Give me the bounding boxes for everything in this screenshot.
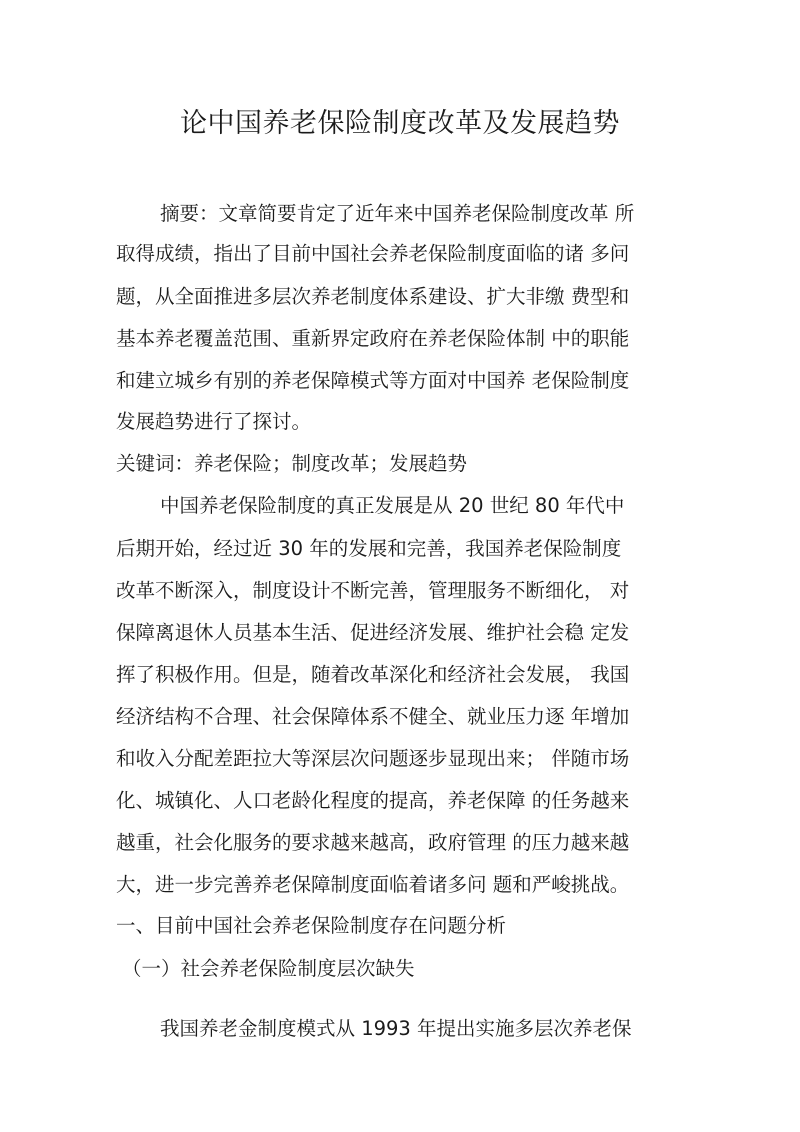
abstract-line: 摘要：文章简要肯定了近年来中国养老保险制度改革 所 — [160, 202, 635, 225]
paragraph-line: 改革不断深入，制度设计不断完善，管理服务不断细化， 对 — [116, 579, 630, 602]
paragraph-line: 大，进一步完善养老保障制度面临着诸多问 题和严峻挑战。 — [116, 873, 630, 896]
document-title: 论中国养老保险制度改革及发展趋势 — [180, 108, 620, 139]
abstract-line: 发展趋势进行了探讨。 — [116, 410, 312, 433]
abstract-line: 基本养老覆盖范围、重新界定政府在养老保险体制 中的职能 — [116, 327, 630, 350]
paragraph-line: 越重，社会化服务的要求越来越高，政府管理 的压力越来越 — [116, 831, 630, 854]
keywords: 关键词：养老保险；制度改革；发展趋势 — [116, 452, 468, 475]
abstract-line: 题，从全面推进多层次养老制度体系建设、扩大非缴 费型和 — [116, 285, 630, 308]
section-heading: 一、目前中国社会养老保险制度存在问题分析 — [116, 914, 507, 937]
paragraph-line: 保障离退休人员基本生活、促进经济发展、维护社会稳 定发 — [116, 621, 630, 644]
paragraph-line: 我国养老金制度模式从 1993 年提出实施多层次养老保 — [160, 1017, 632, 1040]
paragraph-line: 化、城镇化、人口老龄化程度的提高，养老保障 的任务越来 — [116, 789, 630, 812]
paragraph-line: 中国养老保险制度的真正发展是从 20 世纪 80 年代中 — [160, 494, 625, 517]
paragraph-line: 经济结构不合理、社会保障体系不健全、就业压力逐 年增加 — [116, 705, 630, 728]
subsection-heading: （一）社会养老保险制度层次缺失 — [122, 957, 415, 980]
paragraph-line: 和收入分配差距拉大等深层次问题逐步显现出来； 伴随市场 — [116, 747, 630, 770]
abstract-line: 和建立城乡有别的养老保障模式等方面对中国养 老保险制度 — [116, 369, 630, 392]
paragraph-line: 挥了积极作用。但是，随着改革深化和经济社会发展， 我国 — [116, 663, 630, 686]
paragraph-line: 后期开始，经过近 30 年的发展和完善，我国养老保险制度 — [116, 537, 622, 560]
abstract-line: 取得成绩，指出了目前中国社会养老保险制度面临的诸 多问 — [116, 242, 630, 265]
